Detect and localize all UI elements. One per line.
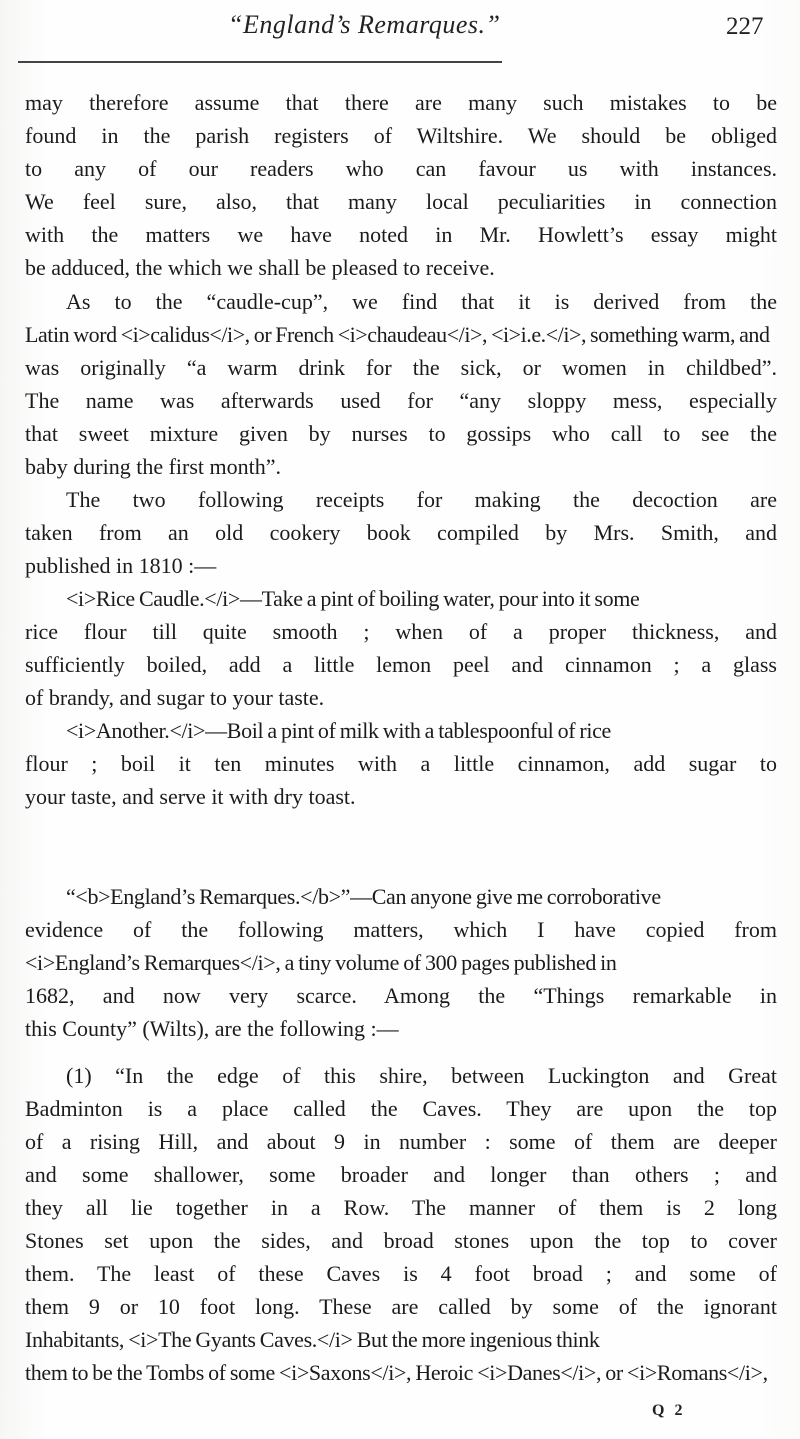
text-line: them 9 or 10 foot long. These are called by some of the ignorant (25, 1294, 777, 1319)
text-line: Stones set upon the sides, and broad stones upon the top to cover (25, 1228, 777, 1253)
signature-mark: Q 2 (652, 1402, 686, 1419)
header-rule (18, 61, 502, 63)
text-line: Inhabitants, <i>The Gyants Caves.</i> But the more ingenious think (25, 1327, 600, 1352)
text-line: “<b>England’s Remarques.</b>”—Can anyone give me corroborative (66, 884, 661, 909)
text-line: The two following receipts for making the decoction are (66, 487, 777, 512)
text-line: <i>Another.</i>—Boil a pint of milk with a tablespoonful of rice (66, 718, 611, 743)
text-line: found in the parish registers of Wiltshire. We should be obliged (25, 123, 777, 148)
text-line: and some shallower, some broader and longer than others ; and (25, 1162, 777, 1187)
text-line: with the matters we have noted in Mr. Howlett’s essay might (25, 222, 777, 247)
text-line: baby during the first month”. (25, 454, 282, 479)
text-line: Latin word <i>calidus</i>, or French <i>chaudeau</i>, <i>i.e.</i>, something warm, and (25, 322, 770, 347)
text-line: 1682, and now very scarce. Among the “Things remarkable in (25, 983, 777, 1008)
text-line: to any of our readers who can favour us with instances. (25, 156, 777, 181)
text-line: them to be the Tombs of some <i>Saxons</i>, Heroic <i>Danes</i>, or <i>Romans</i>, (25, 1360, 768, 1385)
text-line: The name was afterwards used for “any sloppy mess, especially (25, 388, 777, 413)
text-line: of a rising Hill, and about 9 in number : some of them are deeper (25, 1129, 777, 1154)
text-line: published in 1810 :— (25, 553, 217, 578)
text-line: sufficiently boiled, add a little lemon peel and cinnamon ; a glass (25, 652, 777, 677)
text-line: We feel sure, also, that many local peculiarities in connection (25, 189, 777, 214)
text-line: that sweet mixture given by nurses to gossips who call to see the (25, 421, 777, 446)
text-line: be adduced, the which we shall be pleased to receive. (25, 255, 495, 280)
text-line: taken from an old cookery book compiled by Mrs. Smith, and (25, 520, 777, 545)
text-line: (1) “In the edge of this shire, between Luckington and Great (66, 1063, 777, 1088)
text-line: them. The least of these Caves is 4 foot broad ; and some of (25, 1261, 777, 1286)
text-line: this County” (Wilts), are the following :— (25, 1016, 399, 1041)
page-number: 227 (726, 13, 764, 40)
text-line: was originally “a warm drink for the sick, or women in childbed”. (25, 355, 777, 380)
text-line: they all lie together in a Row. The manner of them is 2 long (25, 1195, 777, 1220)
text-line: flour ; boil it ten minutes with a little cinnamon, add sugar to (25, 751, 777, 776)
text-line: Badminton is a place called the Caves. They are upon the top (25, 1096, 777, 1121)
text-line: of brandy, and sugar to your taste. (25, 685, 325, 710)
text-line: your taste, and serve it with dry toast. (25, 784, 356, 809)
running-head (0, 10, 800, 50)
text-line: As to the “caudle-cup”, we find that it is derived from the (66, 289, 777, 314)
text-line: may therefore assume that there are many such mistakes to be (25, 90, 777, 115)
text-line: <i>Rice Caudle.</i>—Take a pint of boiling water, pour into it some (66, 586, 640, 611)
text-line: evidence of the following matters, which I have copied from (25, 917, 777, 942)
text-line: rice flour till quite smooth ; when of a proper thickness, and (25, 619, 777, 644)
text-line: <i>England’s Remarques</i>, a tiny volume of 300 pages published in (25, 950, 617, 975)
running-title: “England’s Remarques.” (228, 10, 501, 39)
